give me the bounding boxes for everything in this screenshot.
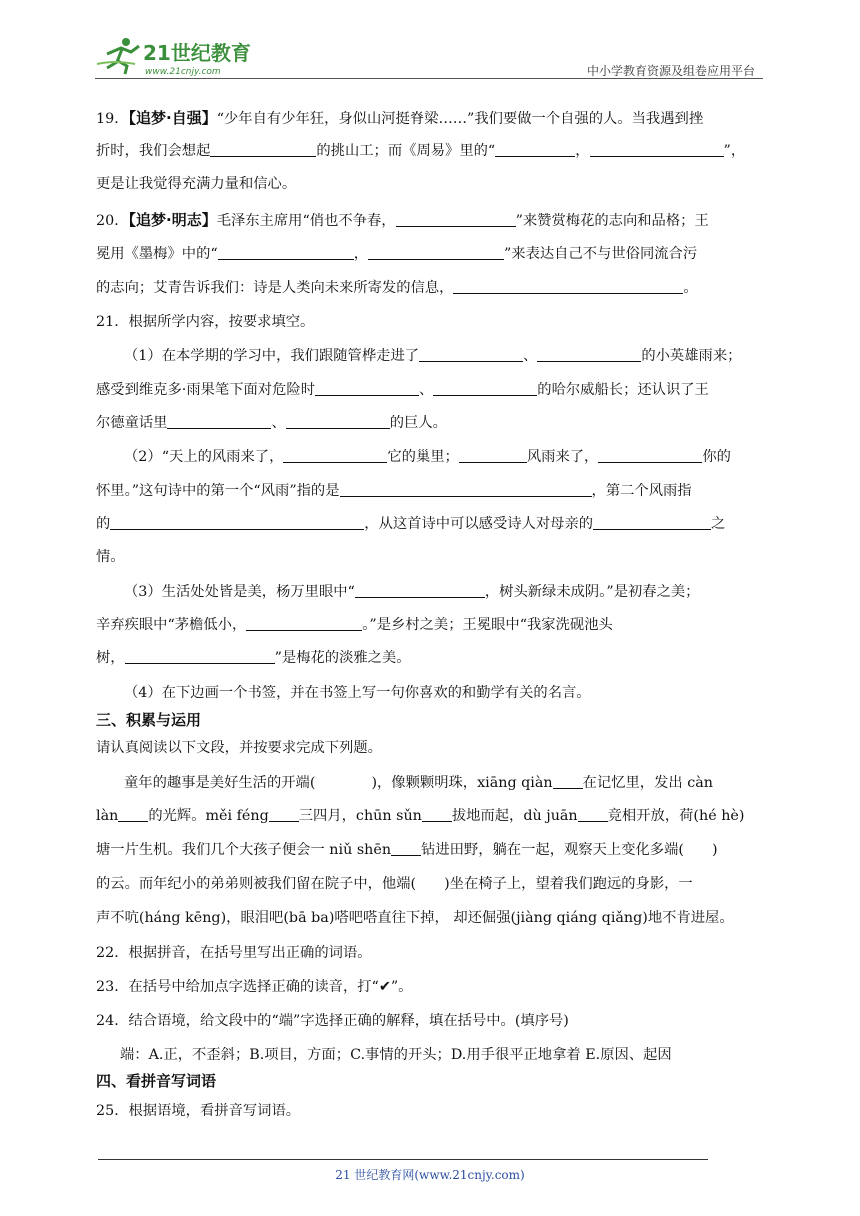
passage-line4 bbox=[96, 873, 693, 893]
text: （2）“天上的风雨来了， bbox=[124, 449, 284, 465]
text: 三四月，chūn sǔn bbox=[298, 808, 422, 824]
answer-blank[interactable] bbox=[283, 448, 387, 463]
q22: 22．根据拼音，在括号里写出正确的词语。 bbox=[96, 945, 372, 961]
text: 竞相开放，荷(hé hè) bbox=[607, 808, 745, 824]
q21-p2-line2 bbox=[96, 480, 692, 500]
text: 感受到维克多·雨果笔下面对危险时 bbox=[96, 382, 315, 398]
q21-p1-line2 bbox=[96, 379, 709, 399]
answer-blank[interactable] bbox=[218, 245, 354, 260]
answer-blank[interactable] bbox=[590, 142, 724, 157]
text: ”是梅花的淡雅之美。 bbox=[274, 650, 411, 666]
text: （1）在本学期的学习中，我们跟随管桦走进了 bbox=[124, 348, 420, 364]
section-3-title: 三、积累与运用 bbox=[96, 711, 202, 729]
answer-blank[interactable] bbox=[578, 807, 608, 822]
answer-blank[interactable] bbox=[269, 807, 299, 822]
answer-blank[interactable] bbox=[355, 583, 485, 598]
section-4-title: 四、看拼音写词语 bbox=[96, 1072, 217, 1090]
text: 冕用《墨梅》中的“ bbox=[96, 246, 218, 262]
text: 拔地而起，dù juān bbox=[451, 808, 578, 824]
text: 。 bbox=[683, 280, 698, 296]
q24-options: 端：A.正，不歪斜；B.项目，方面；C.事情的开头；D.用手很平正地拿着 E.原因、起因 bbox=[120, 1047, 672, 1063]
q21-p4: （4）在下边画一个书签，并在书签上写一句你喜欢的和勤学有关的名言。 bbox=[124, 685, 591, 701]
q21-p1-line1 bbox=[124, 345, 741, 365]
q24: 24．结合语境，给文段中的“端”字选择正确的解释，填在括号中。(填序号) bbox=[96, 1013, 569, 1029]
text: 。”是乡村之美；王冕眼中“我家洗砚池头 bbox=[362, 617, 613, 633]
answer-blank[interactable] bbox=[453, 279, 683, 294]
passage-line2 bbox=[96, 805, 744, 825]
text: 怀里。”这句诗中的第一个“风雨”指的是 bbox=[96, 483, 340, 499]
text: 在记忆里，发出 càn bbox=[582, 775, 713, 791]
text: 尔德童话里 bbox=[96, 415, 168, 431]
answer-blank[interactable] bbox=[537, 347, 641, 362]
text: 树， bbox=[96, 650, 125, 666]
q25: 25．根据语境，看拼音写词语。 bbox=[96, 1103, 301, 1119]
footer-text: 21 世纪教育网(www.21cnjy.com) bbox=[335, 1168, 525, 1182]
answer-blank[interactable] bbox=[396, 212, 516, 227]
question-number: 20． bbox=[96, 213, 129, 229]
text: 的哈尔威船长；还认识了王 bbox=[537, 382, 709, 398]
answer-blank[interactable] bbox=[368, 245, 504, 260]
text: 、 bbox=[419, 382, 434, 398]
svg-text:21世纪教育: 21世纪教育 bbox=[143, 41, 251, 65]
svg-text:www.21cnjy.com: www.21cnjy.com bbox=[145, 67, 221, 77]
answer-blank[interactable] bbox=[433, 381, 537, 396]
q21-p2-line3 bbox=[96, 513, 725, 533]
text: 的巨人。 bbox=[389, 415, 447, 431]
text: 的挑山工；而《周易》里的“ bbox=[316, 143, 496, 159]
text: ，第二个风雨指 bbox=[591, 483, 692, 499]
text: )坐在椅子上，望着我们跑远的身影，一 bbox=[444, 876, 693, 892]
answer-blank[interactable] bbox=[210, 142, 316, 157]
text: 塘一片生机。我们几个大孩子便会一 niǔ shēn bbox=[96, 842, 392, 858]
question-text: “少年自有少年狂，身似山河挺脊梁……”我们要做一个自强的人。当我遇到挫 bbox=[216, 111, 704, 127]
q21-p1-line3 bbox=[96, 412, 447, 432]
question-tag: 【追梦·自强】 bbox=[128, 109, 217, 127]
text: 你的 bbox=[702, 449, 731, 465]
q23: 23．在括号中给加点字选择正确的读音，打“✔”。 bbox=[96, 979, 413, 995]
q19-line2 bbox=[96, 140, 745, 160]
text: （3）生活处处皆是美，杨万里眼中“ bbox=[124, 584, 355, 600]
passage-line1 bbox=[124, 772, 713, 792]
answer-blank[interactable] bbox=[495, 142, 575, 157]
answer-blank[interactable] bbox=[598, 448, 702, 463]
text: 的 bbox=[96, 516, 111, 532]
platform-name: 中小学教育资源及组卷应用平台 bbox=[586, 64, 755, 78]
answer-blank[interactable] bbox=[110, 515, 364, 530]
footer-divider bbox=[98, 1159, 708, 1160]
answer-blank[interactable] bbox=[286, 414, 390, 429]
q21-p3-line2 bbox=[96, 614, 613, 634]
text: ，树头新绿未成阴。”是初春之美； bbox=[484, 584, 700, 600]
text: 的云。而年纪小的弟弟则被我们留在院子中，他端( bbox=[96, 876, 417, 892]
q21-p3-line1 bbox=[124, 581, 699, 601]
text: 的光辉。měi féng bbox=[148, 808, 269, 824]
q21-title: 21．根据所学内容，按要求填空。 bbox=[96, 314, 315, 330]
text: ， bbox=[575, 143, 590, 159]
text: 的志向；艾青告诉我们：诗是人类向未来所寄发的信息， bbox=[96, 280, 454, 296]
text: ， bbox=[353, 246, 368, 262]
site-logo bbox=[95, 34, 260, 78]
text: 风雨来了， bbox=[526, 449, 599, 465]
text: 的小英雄雨来； bbox=[641, 348, 742, 364]
question-tag: 【追梦·明志】 bbox=[128, 211, 217, 229]
answer-blank[interactable] bbox=[340, 482, 592, 497]
question-number: 19． bbox=[96, 111, 129, 127]
q20-line2 bbox=[96, 243, 697, 263]
answer-blank[interactable] bbox=[593, 515, 711, 530]
passage-line5: 声不吭(háng kēng)，眼泪吧(bā ba)嗒吧嗒直往下掉， 却还倔强(jiàng qiáng qiǎng)地不肯进屋。 bbox=[96, 910, 734, 926]
header-divider bbox=[95, 78, 763, 79]
answer-blank[interactable] bbox=[167, 414, 271, 429]
q21-p2-line1 bbox=[124, 446, 731, 466]
text: 辛弃疾眼中“茅檐低小， bbox=[96, 617, 247, 633]
text: 、 bbox=[523, 348, 538, 364]
text: 毛泽东主席用“俏也不争春， bbox=[216, 213, 396, 229]
page-header bbox=[95, 34, 760, 80]
q20-line3 bbox=[96, 277, 698, 297]
text: 它的巢里； bbox=[387, 449, 459, 465]
text: 折时，我们会想起 bbox=[96, 143, 211, 159]
answer-blank[interactable] bbox=[246, 616, 362, 631]
text: 钻进田野，躺在一起，观察天上变化多端( bbox=[421, 842, 684, 858]
text: 、 bbox=[271, 415, 286, 431]
answer-blank[interactable] bbox=[315, 381, 419, 396]
q19-line1 bbox=[96, 107, 703, 128]
passage-line3 bbox=[96, 839, 718, 859]
text: ) bbox=[711, 842, 718, 858]
text: ”， bbox=[723, 143, 746, 159]
section-3-intro: 请认真阅读以下文段，并按要求完成下列题。 bbox=[96, 740, 382, 756]
q20-line1 bbox=[96, 209, 709, 230]
text: làn bbox=[96, 808, 119, 824]
text: 童年的趣事是美好生活的开端( bbox=[124, 775, 316, 791]
answer-blank[interactable] bbox=[419, 347, 523, 362]
text: )，像颗颗明珠，xiāng qiàn bbox=[371, 775, 553, 791]
answer-blank[interactable] bbox=[422, 807, 452, 822]
q21-p3-line3 bbox=[96, 647, 411, 667]
answer-blank[interactable] bbox=[391, 841, 421, 856]
text: ”来表达自己不与世俗同流合污 bbox=[503, 246, 698, 262]
text: ，从这首诗中可以感受诗人对母亲的 bbox=[364, 516, 594, 532]
q21-p2-line4: 情。 bbox=[96, 549, 125, 565]
answer-blank[interactable] bbox=[459, 448, 527, 463]
text: ”来赞赏梅花的志向和品格；王 bbox=[515, 213, 709, 229]
answer-blank[interactable] bbox=[553, 774, 583, 789]
text: 之 bbox=[711, 516, 726, 532]
q19-line3: 更是让我觉得充满力量和信心。 bbox=[96, 176, 297, 192]
answer-blank[interactable] bbox=[125, 649, 275, 664]
answer-blank[interactable] bbox=[118, 807, 148, 822]
